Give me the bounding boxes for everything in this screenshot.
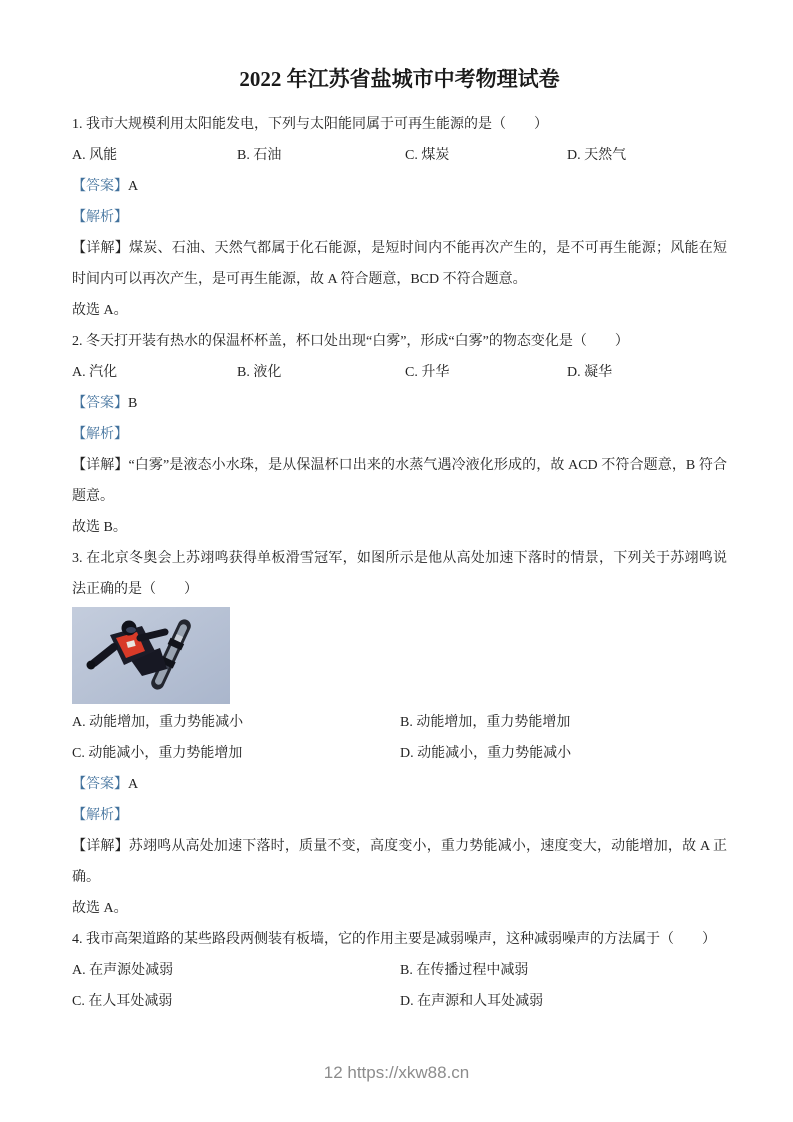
question-3-option-b: B. 动能增加，重力势能增加 (400, 715, 571, 730)
question-4-option-a: A. 在声源处减弱 (72, 963, 174, 978)
question-1-option-a: A. 风能 (72, 148, 118, 163)
question-1-conclusion: 故选 A。 (72, 303, 128, 318)
question-4-stem: 4. 我市高架道路的某些路段两侧装有板墙，它的作用主要是减弱噪声，这种减弱噪声的方法属于（ ） (72, 932, 716, 947)
question-4-option-b: B. 在传播过程中减弱 (400, 963, 529, 978)
question-1-analysis-label: 【解析】 (72, 210, 128, 225)
question-3-answer-value: A (128, 777, 139, 792)
page-footer-watermark: 12 https://xkw88.cn (323, 1063, 470, 1082)
snowboarder-photo (72, 607, 230, 704)
question-3-stem: 3. 在北京冬奥会上苏翊鸣获得单板滑雪冠军，如图所示是他从高处加速下落时的情景，下列关于苏翊鸣说法正确的是（ ） (72, 551, 727, 597)
question-1-detail: 【详解】煤炭、石油、天然气都属于化石能源，是短时间内不能再次产生的，是不可再生能源；风能在短时间内可以再次产生，是可再生能源，故 A 符合题意，BCD 不符合题意。 (72, 241, 727, 287)
question-2-stem: 2. 冬天打开装有热水的保温杯杯盖，杯口处出现“白雾”，形成“白雾”的物态变化是（ ） (72, 334, 629, 349)
question-3-option-a: A. 动能增加，重力势能减小 (72, 715, 244, 730)
question-2-detail: 【详解】“白雾”是液态小水珠，是从保温杯口出来的水蒸气遇冷液化形成的，故 ACD 不符合题意，B 符合题意。 (72, 458, 727, 504)
question-2-option-c: C. 升华 (405, 365, 450, 380)
question-2-options (72, 357, 727, 388)
question-4-option-d: D. 在声源和人耳处减弱 (400, 994, 544, 1009)
question-3-option-c: C. 动能减小，重力势能增加 (72, 746, 243, 761)
question-1-stem: 1. 我市大规模利用太阳能发电，下列与太阳能同属于可再生能源的是（ ） (72, 117, 548, 132)
question-4-options-row-2 (72, 986, 727, 1017)
question-2-analysis-label: 【解析】 (72, 427, 128, 442)
question-3-answer-line (72, 769, 727, 800)
answer-label: 【答案】 (72, 179, 128, 194)
question-3-options-row-1 (72, 707, 727, 738)
question-2-answer-line (72, 388, 727, 419)
question-1-options (72, 140, 727, 171)
question-1-answer-value: A (128, 179, 139, 194)
question-3-conclusion: 故选 A。 (72, 901, 128, 916)
question-4-option-c: C. 在人耳处减弱 (72, 994, 173, 1009)
page-title: 2022 年江苏省盐城市中考物理试卷 (239, 67, 560, 91)
question-1-answer-line (72, 171, 727, 202)
question-4-options-row-1 (72, 955, 727, 986)
question-3-option-d: D. 动能减小，重力势能减小 (400, 746, 572, 761)
question-1-option-b: B. 石油 (237, 148, 282, 163)
question-1-option-d: D. 天然气 (567, 148, 627, 163)
answer-label: 【答案】 (72, 396, 128, 411)
answer-label: 【答案】 (72, 777, 128, 792)
question-2-conclusion: 故选 B。 (72, 520, 127, 535)
question-3-analysis-label: 【解析】 (72, 808, 128, 823)
question-2-option-b: B. 液化 (237, 365, 282, 380)
question-2-answer-value: B (128, 396, 138, 411)
question-3-detail: 【详解】苏翊鸣从高处加速下落时，质量不变，高度变小，重力势能减小，速度变大，动能增加，故 A 正确。 (72, 839, 727, 885)
question-1-option-c: C. 煤炭 (405, 148, 450, 163)
question-3-options-row-2 (72, 738, 727, 769)
question-2-option-d: D. 凝华 (567, 365, 613, 380)
question-2-option-a: A. 汽化 (72, 365, 118, 380)
